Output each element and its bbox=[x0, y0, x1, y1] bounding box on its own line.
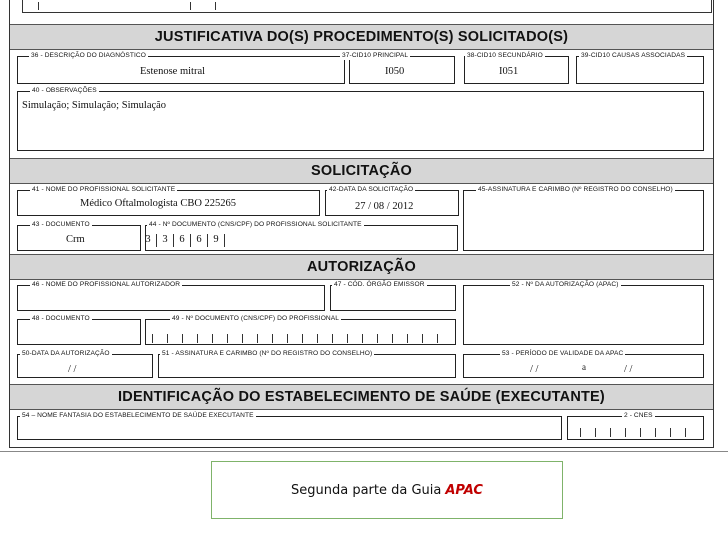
label-53: 53 - PERÍODO DE VALIDADE DA APAC bbox=[502, 350, 624, 357]
label-52: 52 - Nº DA AUTORIZAÇÃO (APAC) bbox=[512, 281, 619, 288]
label-48: 48 - DOCUMENTO bbox=[32, 315, 90, 322]
value-53-start: / / bbox=[530, 364, 539, 375]
section-justificativa: JUSTIFICATIVA DO(S) PROCEDIMENTO(S) SOLICITADO(S) bbox=[10, 24, 713, 50]
label-2: 2 - CNES bbox=[624, 412, 653, 419]
apac-form bbox=[9, 0, 714, 448]
field-39-cid-causas[interactable] bbox=[576, 56, 704, 84]
label-41: 41 - NOME DO PROFISSIONAL SOLICITANTE bbox=[32, 186, 176, 193]
label-49: 49 - Nº DOCUMENTO (CNS/CPF) DO PROFISSIONAL bbox=[172, 315, 340, 322]
digits-44 bbox=[140, 234, 225, 247]
value-53-separator: a bbox=[582, 362, 586, 372]
value-41: Médico Oftalmologista CBO 225265 bbox=[80, 198, 237, 209]
value-42: 27 / 08 / 2012 bbox=[355, 201, 414, 212]
label-54: 54 – NOME FANTASIA DO ESTABELECIMENTO DE SAÚDE EXECUTANTE bbox=[22, 412, 254, 419]
digit-44-4: 6 bbox=[191, 234, 208, 247]
label-45: 45-ASSINATURA E CARIMBO (Nº REGISTRO DO CONSELHO) bbox=[478, 186, 673, 193]
value-40: Simulação; Simulação; Simulação bbox=[22, 100, 167, 111]
label-50: 50-DATA DA AUTORIZAÇÃO bbox=[22, 350, 110, 357]
ticks-49 bbox=[152, 334, 452, 343]
field-52-num-autorizacao[interactable] bbox=[463, 285, 704, 345]
caption-text: Segunda parte da Guia bbox=[291, 482, 442, 498]
section-estabelecimento: IDENTIFICAÇÃO DO ESTABELECIMENTO DE SAÚDE (EXECUTANTE) bbox=[10, 384, 713, 410]
label-51: 51 - ASSINATURA E CARIMBO (Nº DO REGISTRO DO CONSELHO) bbox=[162, 350, 373, 357]
label-40: 40 - OBSERVAÇÕES bbox=[32, 87, 97, 94]
value-50: / / bbox=[68, 364, 77, 375]
digit-44-2: 3 bbox=[157, 234, 174, 247]
field-45-assinatura[interactable] bbox=[463, 190, 704, 251]
section-autorizacao: AUTORIZAÇÃO bbox=[10, 254, 713, 280]
ticks-cnes bbox=[580, 428, 700, 437]
value-53-end: / / bbox=[624, 364, 633, 375]
divider-line bbox=[0, 451, 728, 452]
label-46: 46 - NOME DO PROFISSIONAL AUTORIZADOR bbox=[32, 281, 181, 288]
label-39: 39-CID10 CAUSAS ASSOCIADAS bbox=[581, 52, 686, 59]
value-38: I051 bbox=[499, 66, 519, 77]
label-47: 47 - CÓD. ÓRGÃO EMISSOR bbox=[334, 281, 425, 288]
digit-44-1: 3 bbox=[140, 234, 157, 247]
caption-box bbox=[211, 461, 563, 519]
section-solicitacao: SOLICITAÇÃO bbox=[10, 158, 713, 184]
value-37: I050 bbox=[385, 66, 405, 77]
label-37: 37-CID10 PRINCIPAL bbox=[342, 52, 409, 59]
label-44: 44 - Nº DOCUMENTO (CNS/CPF) DO PROFISSIONAL SOLICITANTE bbox=[149, 221, 362, 228]
label-38: 38-CID10 SECUNDÁRIO bbox=[467, 52, 543, 59]
digit-44-3: 6 bbox=[174, 234, 191, 247]
digit-44-5: 9 bbox=[208, 234, 225, 247]
label-42: 42-DATA DA SOLICITAÇÃO bbox=[329, 186, 414, 193]
label-43: 43 - DOCUMENTO bbox=[32, 221, 90, 228]
value-36: Estenose mitral bbox=[140, 66, 206, 77]
label-36: 36 - DESCRIÇÃO DO DIAGNÓSTICO bbox=[31, 52, 147, 59]
caption-highlight: APAC bbox=[445, 482, 483, 498]
value-43: Crm bbox=[66, 234, 85, 245]
previous-section-remnant bbox=[10, 0, 713, 14]
